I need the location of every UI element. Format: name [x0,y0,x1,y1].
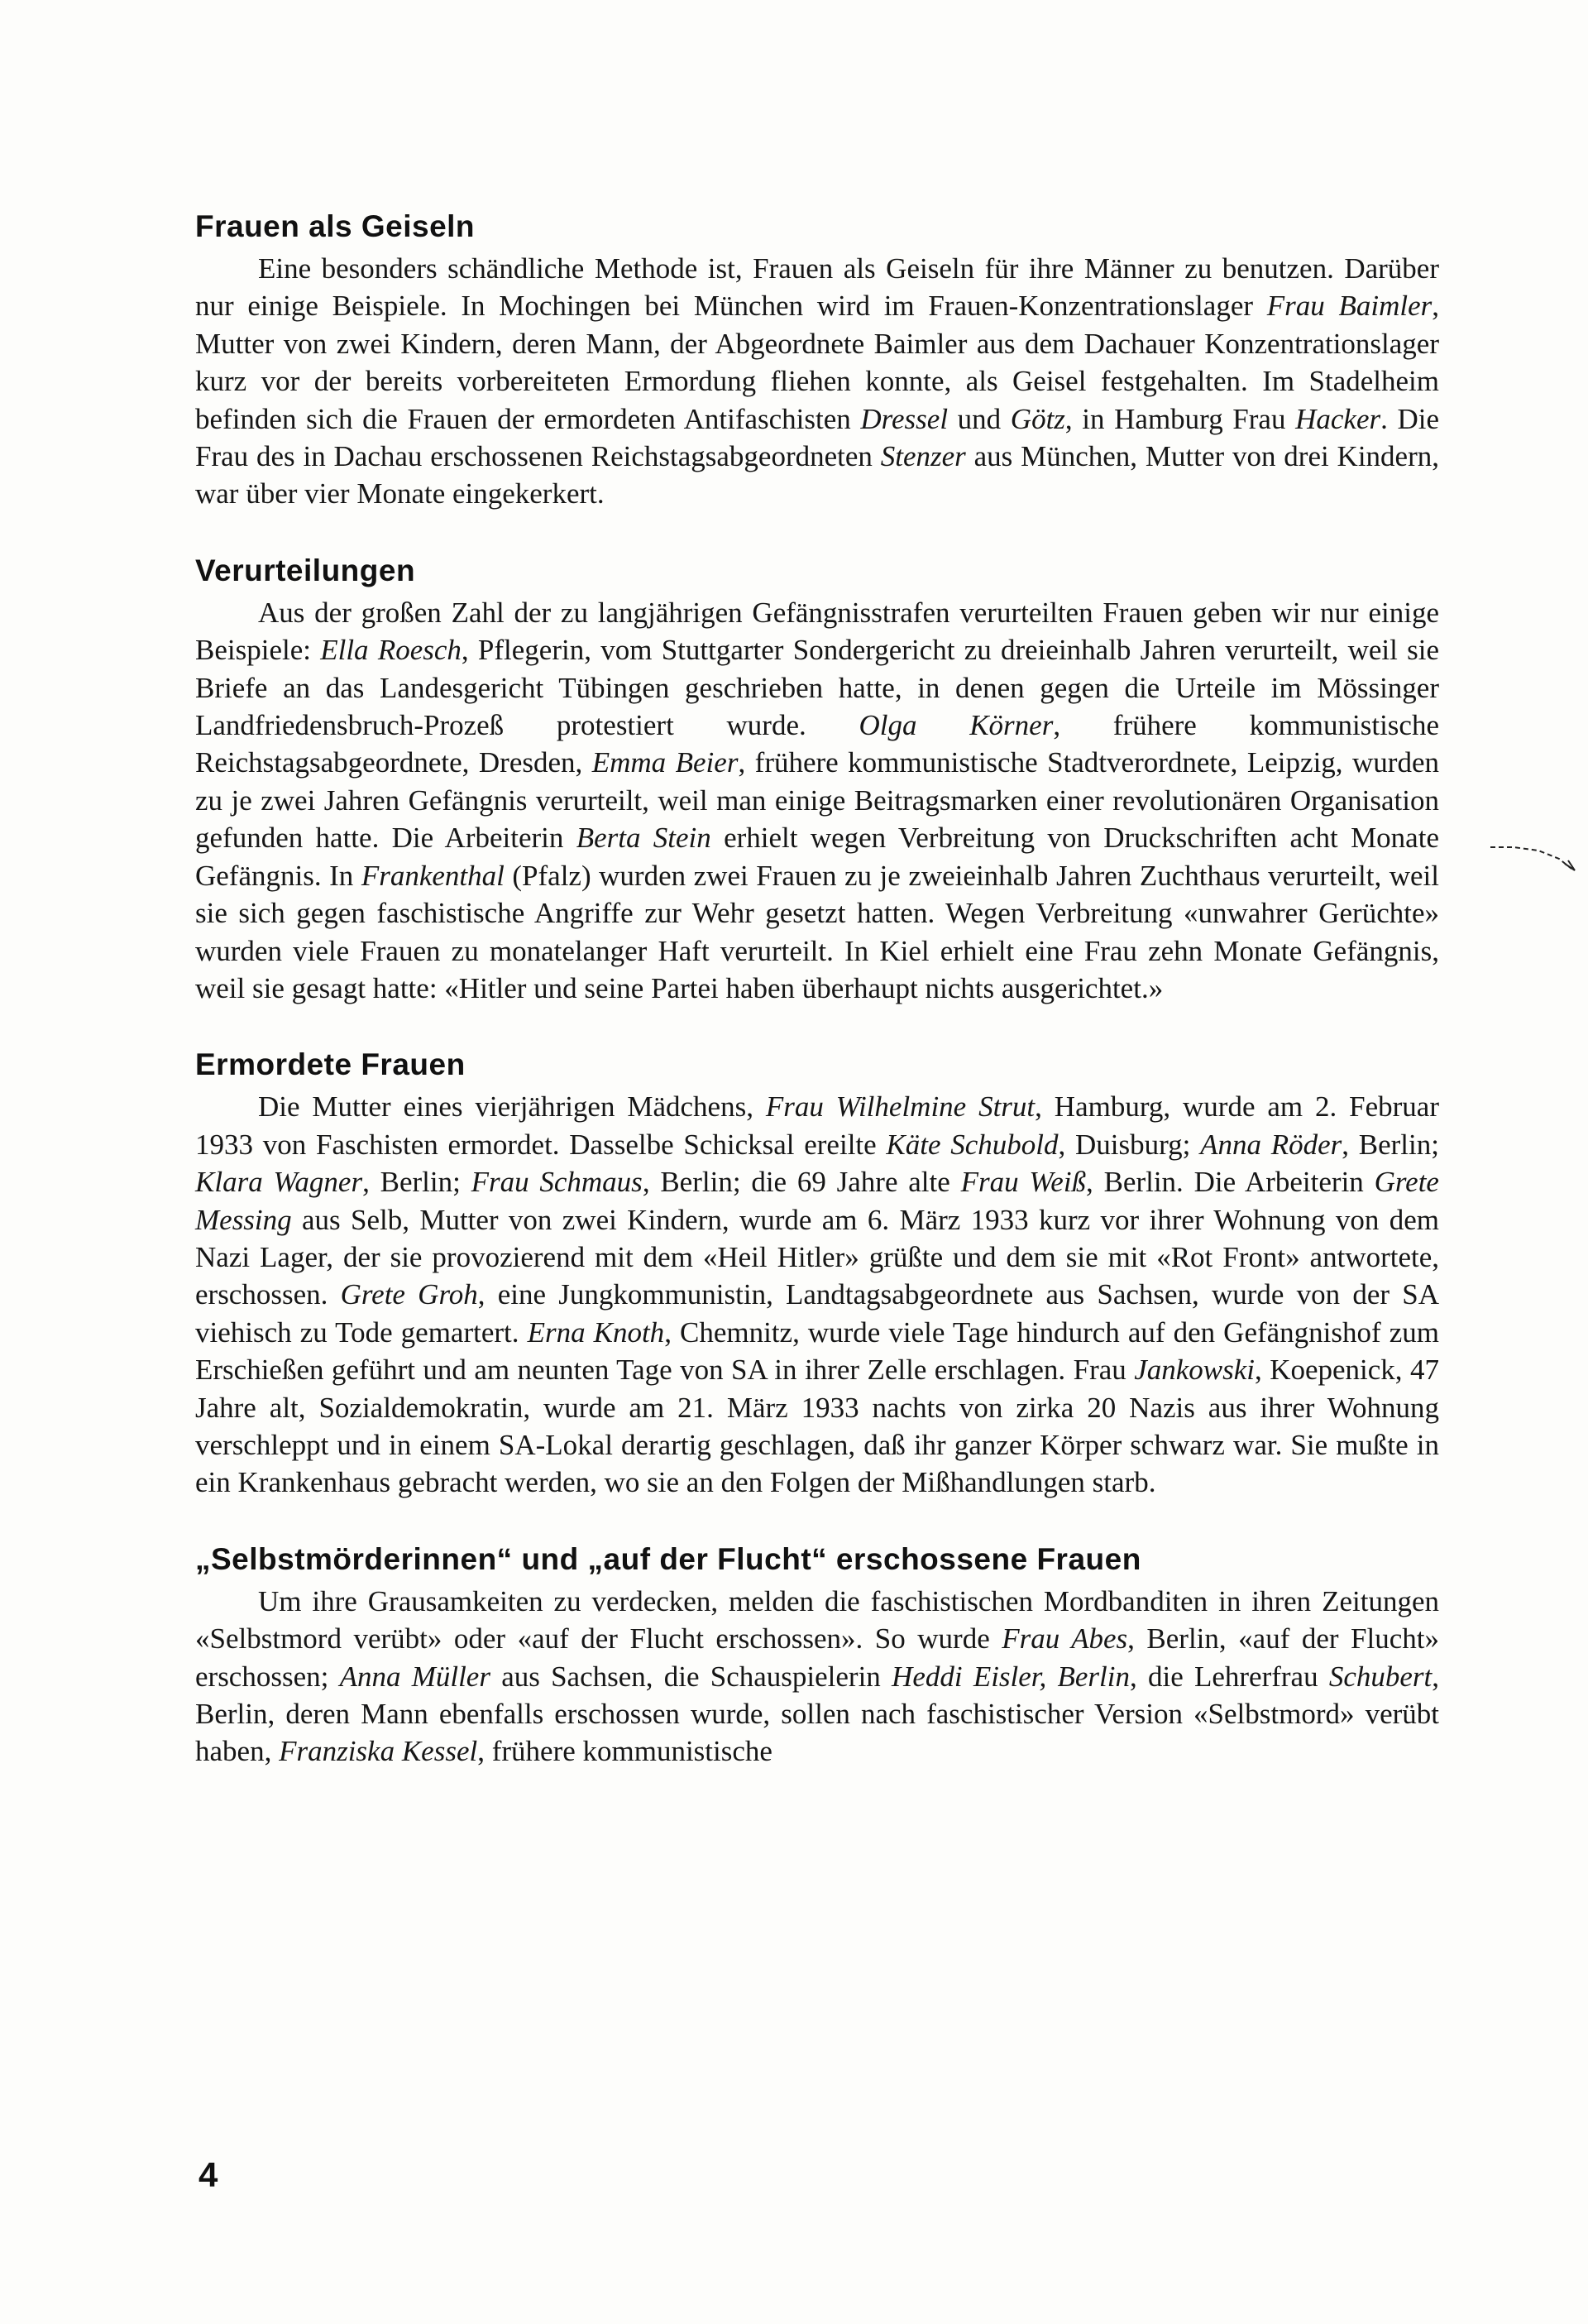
section-frauen-als-geiseln [195,207,1439,513]
section-heading: Ermordete Frauen [195,1047,466,1082]
text-column [195,207,1439,1809]
section-paragraph: Aus der großen Zahl der zu langjährigen Gefängnisstrafen verurteilten Frauen geben wir nur einige Beispiele: Ella Roesch, Pflegerin, vom Stuttgarter Sondergericht zu dreieinhalb Jahren verurteilt, weil sie Briefe an das Landesgericht Tübingen geschrieben hatte, in denen gegen die Urteile im Mössinger Landfriedensbruch-Prozeß protestiert wurde. Olga Körner, frühere kommunistische Reichstagsabgeordnete, Dresden, Emma Beier, frühere kommunistische Stadtverordnete, Leipzig, wurden zu je zwei Jahren Gefängnis verurteilt, weil man einige Beitragsmarken einer revolutionären Organisation gefunden hatte. Die Arbeiterin Berta Stein erhielt wegen Verbreitung von Druckschriften acht Monate Gefängnis. In Frankenthal (Pfalz) wurden zwei Frauen zu je zweieinhalb Jahren Zuchthaus verurteilt, weil sie sich gegen faschistische Angriffe zur Wehr gesetzt hatten. Wegen Verbreitung «unwahrer Gerüchte» wurden viele Frauen zu monatelanger Haft verurteilt. In Kiel erhielt eine Frau zehn Monate Gefängnis, weil sie gesagt hatte: «Hitler und seine Partei haben überhaupt nichts ausgerichtet.» [195,596,1439,1004]
page-number: 4 [198,2155,218,2194]
section-paragraph: Eine besonders schändliche Methode ist, Frauen als Geiseln für ihre Männer zu benutzen. Darüber nur einige Beispiele. In Mochingen bei München wird im Frauen-Konzentrationslager Frau Baimler, Mutter von zwei Kindern, deren Mann, der Abgeordnete Baimler aus dem Dachauer Konzentrationslager kurz vor der bereits vorbereiteten Ermordung fliehen konnte, als Geisel festgehalten. Im Stadelheim befinden sich die Frauen der ermordeten Antifaschisten Dressel und Götz, in Hamburg Frau Hacker. Die Frau des in Dachau erschossenen Reichstagsabgeordneten Stenzer aus München, Mutter von drei Kindern, war über vier Monate eingekerkert. [195,252,1440,510]
section-paragraph: Um ihre Grausamkeiten zu verdecken, melden die faschistischen Mordbanditen in ihren Zeitungen «Selbstmord verübt» oder «auf der Flucht erschossen». So wurde Frau Abes, Berlin, «auf der Flucht» erschossen; Anna Müller aus Sachsen, die Schauspielerin Heddi Eisler, Berlin, die Lehrerfrau Schubert, Berlin, deren Mann ebenfalls erschossen wurde, sollen nach faschistischer Version «Selbstmord» verübt haben, Franziska Kessel, frühere kommunistische [195,1584,1440,1768]
section-heading: Verurteilungen [195,553,416,587]
section-verurteilungen [195,551,1439,1007]
section-ermordete-frauen [195,1045,1439,1501]
margin-scribble-mark [1489,841,1580,874]
section-heading: Frauen als Geiseln [195,209,476,243]
section-heading: „Selbstmörderinnen“ und „auf der Flucht“ erschossene Frauen [195,1541,1141,1576]
section-paragraph: Die Mutter eines vierjährigen Mädchens, Frau Wilhelmine Strut, Hamburg, wurde am 2. Februar 1933 von Faschisten ermordet. Dasselbe Schicksal ereilte Käte Schubold, Duisburg; Anna Röder, Berlin; Klara Wagner, Berlin; Frau Schmaus, Berlin; die 69 Jahre alte Frau Weiß, Berlin. Die Arbeiterin Grete Messing aus Selb, Mutter von zwei Kindern, wurde am 6. März 1933 kurz vor ihrer Wohnung von dem Nazi Lager, der sie provozierend mit dem «Heil Hitler» grüßte und dem sie mit «Rot Front» antwortete, erschossen. Grete Groh, eine Jungkommunistin, Landtagsabgeordnete aus Sachsen, wurde von der SA viehisch zu Tode gemartert. Erna Knoth, Chemnitz, wurde viele Tage hindurch auf den Gefängnishof zum Erschießen geführt und am neunten Tage von SA in ihrer Zelle erschlagen. Frau Jankowski, Koepenick, 47 Jahre alt, Sozialdemokratin, wurde am 21. März 1933 nachts von zirka 20 Nazis aus ihrer Wohnung verschleppt und in einem SA-Lokal derartig geschlagen, daß ihr ganzer Körper schwarz war. Sie mußte in ein Krankenhaus gebracht werden, wo sie an den Folgen der Mißhandlungen starb. [195,1090,1439,1499]
section-selbstmoerderinnen [195,1540,1439,1771]
